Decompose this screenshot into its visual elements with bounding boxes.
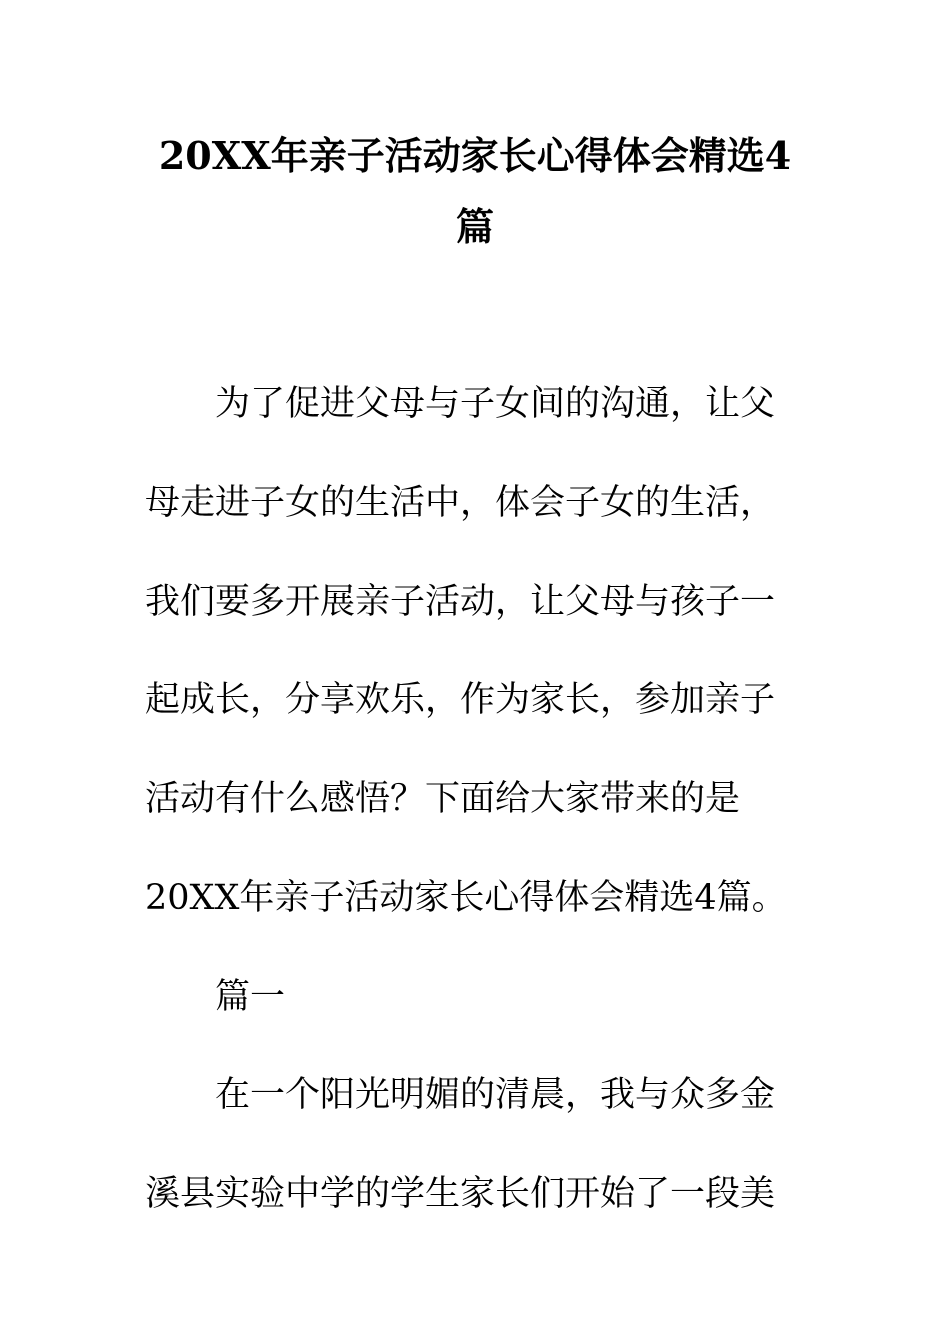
section-paragraph-line: 在一个阳光明媚的清晨，我与众多金: [215, 1075, 776, 1115]
document-title-line-1: 20XX年亲子活动家长心得体会精选4: [158, 133, 792, 178]
section-heading: 篇一: [215, 977, 286, 1017]
intro-paragraph-line: 我们要多开展亲子活动，让父母与孩子一: [145, 582, 776, 622]
intro-paragraph-line: 活动有什么感悟？下面给大家带来的是: [145, 779, 741, 819]
intro-paragraph-line: 20XX年亲子活动家长心得体会精选4篇。: [145, 878, 787, 918]
intro-paragraph-line: 为了促进父母与子女间的沟通，让父: [215, 384, 776, 424]
intro-paragraph-line: 起成长，分享欢乐，作为家长，参加亲子: [145, 680, 776, 720]
document-title-line-2: 篇: [455, 204, 494, 249]
section-paragraph-line: 溪县实验中学的学生家长们开始了一段美: [145, 1174, 776, 1214]
intro-paragraph-line: 母走进子女的生活中，体会子女的生活，: [145, 483, 776, 523]
